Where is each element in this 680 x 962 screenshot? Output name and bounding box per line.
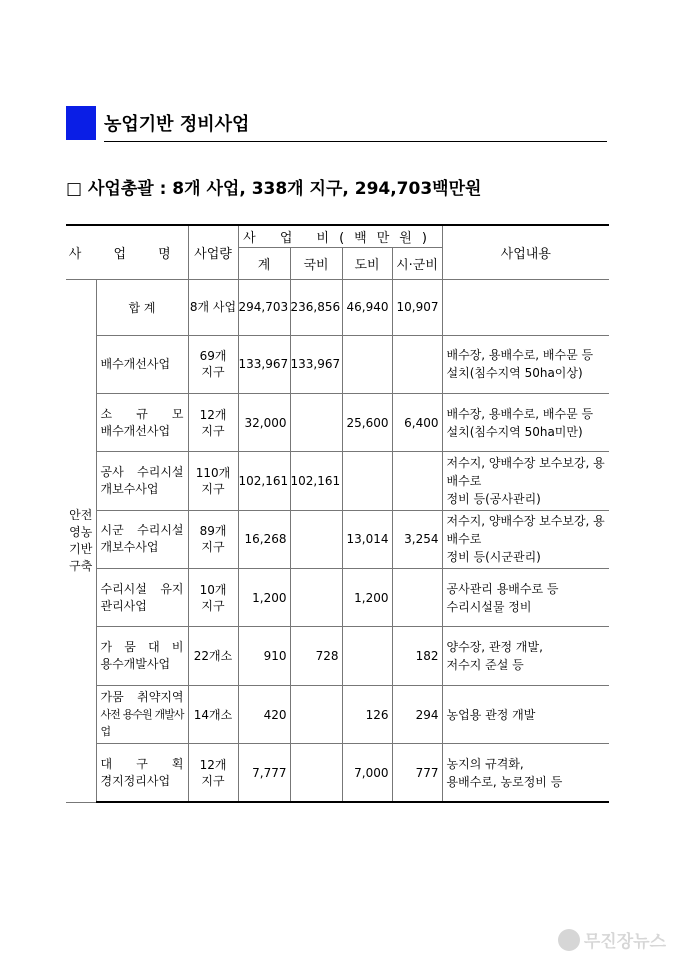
project-name-line: 배수개선사업: [100, 356, 171, 371]
project-name-line: 수리시설 유지: [100, 581, 184, 596]
project-content-line: 저수지, 양배수장 보수보강, 용배수로: [446, 455, 605, 488]
project-content-line: 저수지, 양배수장 보수보강, 용배수로: [446, 514, 605, 547]
project-name-line: 대 구 획: [100, 756, 184, 771]
project-content-line: 설치(침수지역 50ha미만): [446, 424, 583, 439]
category-cell: [66, 279, 96, 802]
project-qty-line: 22개소: [193, 649, 233, 664]
category-line: 안전: [69, 507, 93, 522]
project-content-line: 용배수로, 농로정비 등: [446, 774, 563, 789]
table-row: [66, 393, 609, 451]
cost-city: 777: [392, 744, 442, 802]
table-row: [66, 627, 609, 685]
project-content: [442, 744, 609, 802]
project-name: [96, 335, 188, 393]
project-qty-line: 110개: [195, 465, 231, 480]
project-qty-line: 지구: [201, 365, 225, 380]
project-name-line: 용수개발사업: [100, 657, 171, 672]
cost-provincial: 13,014: [342, 510, 392, 568]
cost-city: 3,254: [392, 510, 442, 568]
watermark: 무진장뉴스: [558, 927, 666, 952]
header-name: 사 업 명: [66, 225, 188, 279]
category-line: 기반: [69, 541, 93, 556]
cost-total: 420: [238, 685, 290, 743]
total-qty: 8개 사업: [188, 279, 238, 335]
summary-text: □ 사업총괄 : 8개 사업, 338개 지구, 294,703백만원: [66, 179, 482, 199]
project-table: [66, 224, 609, 803]
project-qty: [188, 452, 238, 510]
project-content: [442, 335, 609, 393]
project-name-line: 사전 용수원 개발사업: [100, 708, 184, 739]
project-qty-line: 지구: [201, 598, 225, 613]
table-row: [66, 744, 609, 802]
category-line: 영농: [69, 524, 93, 539]
project-content-line: 농업용 관정 개발: [446, 707, 536, 722]
cost-provincial: [342, 452, 392, 510]
cost-total: 133,967: [238, 335, 290, 393]
cost-provincial: 25,600: [342, 393, 392, 451]
project-name-line: 가 뭄 대 비: [100, 640, 184, 655]
project-qty-line: 12개: [199, 407, 227, 422]
total-sum: 294,703: [238, 279, 290, 335]
project-qty-line: 69개: [199, 349, 227, 364]
total-provincial: 46,940: [342, 279, 392, 335]
project-content-line: 양수장, 관정 개발,: [446, 640, 543, 655]
project-content-line: 수리시설물 정비: [446, 599, 532, 614]
cost-city: [392, 569, 442, 627]
project-name: [96, 569, 188, 627]
project-qty: [188, 685, 238, 743]
cost-city: [392, 452, 442, 510]
project-name-line: 관리사업: [100, 598, 147, 613]
cost-national: [290, 744, 342, 802]
header-qty: 사업량: [188, 225, 238, 279]
project-content: [442, 452, 609, 510]
cost-provincial: [342, 627, 392, 685]
header-content: 사업내용: [442, 225, 609, 279]
title-underline: [104, 141, 607, 142]
project-name-line: 경지정리사업: [100, 773, 171, 788]
project-qty: [188, 569, 238, 627]
cost-provincial: 1,200: [342, 569, 392, 627]
table-row: [66, 452, 609, 510]
header-provincial: 도비: [342, 247, 392, 279]
project-content: [442, 510, 609, 568]
project-content-line: 공사관리 용배수로 등: [446, 581, 559, 596]
cost-city: 182: [392, 627, 442, 685]
cost-city: 294: [392, 685, 442, 743]
cost-total: 7,777: [238, 744, 290, 802]
project-content-line: 배수장, 용배수로, 배수문 등: [446, 348, 594, 363]
project-qty-line: 10개: [199, 582, 227, 597]
category-line: 구축: [69, 558, 93, 573]
project-content: [442, 569, 609, 627]
cost-national: [290, 569, 342, 627]
project-name: [96, 744, 188, 802]
total-label: 합 계: [96, 279, 188, 335]
project-qty-line: 지구: [201, 423, 225, 438]
project-name-line: 가뭄 취약지역: [100, 690, 184, 705]
cost-national: [290, 393, 342, 451]
cost-total: 910: [238, 627, 290, 685]
table-body: [66, 279, 609, 802]
project-content-line: 설치(침수지역 50ha이상): [446, 366, 583, 381]
table-row: [66, 335, 609, 393]
project-name-line: 시군 수리시설: [100, 523, 184, 538]
header-city: 시·군비: [392, 247, 442, 279]
project-content-line: 정비 등(시군관리): [446, 550, 541, 565]
cost-provincial: 7,000: [342, 744, 392, 802]
total-row: [66, 279, 609, 335]
cost-total: 32,000: [238, 393, 290, 451]
cost-city: 6,400: [392, 393, 442, 451]
project-content: [442, 627, 609, 685]
table-row: [66, 685, 609, 743]
cost-national: [290, 685, 342, 743]
total-national: 236,856: [290, 279, 342, 335]
header-cost: 사 업 비(백만원): [238, 225, 442, 247]
project-qty-line: 지구: [201, 773, 225, 788]
title-marker: [66, 106, 96, 140]
table-row: [66, 569, 609, 627]
project-qty-line: 12개: [199, 757, 227, 772]
cost-national: [290, 510, 342, 568]
summary-line: [66, 174, 481, 199]
project-qty: [188, 510, 238, 568]
project-content-line: 정비 등(공사관리): [446, 491, 541, 506]
project-qty: [188, 393, 238, 451]
project-qty-line: 지구: [201, 481, 225, 496]
project-name: [96, 452, 188, 510]
total-city: 10,907: [392, 279, 442, 335]
cost-total: 16,268: [238, 510, 290, 568]
project-qty-line: 지구: [201, 540, 225, 555]
cost-national: 728: [290, 627, 342, 685]
project-name-line: 배수개선사업: [100, 423, 171, 438]
project-content: [442, 393, 609, 451]
project-name-line: 개보수사업: [100, 540, 159, 555]
total-content: [442, 279, 609, 335]
project-content: [442, 685, 609, 743]
project-name-line: 공사 수리시설: [100, 464, 184, 479]
cost-total: 1,200: [238, 569, 290, 627]
project-qty: [188, 627, 238, 685]
watermark-logo-icon: [558, 929, 580, 951]
cost-provincial: 126: [342, 685, 392, 743]
project-qty-line: 14개소: [193, 707, 233, 722]
project-name-line: 소 규 모: [100, 406, 184, 421]
cost-national: 102,161: [290, 452, 342, 510]
project-qty: [188, 744, 238, 802]
project-name: [96, 685, 188, 743]
cost-city: [392, 335, 442, 393]
project-name: [96, 510, 188, 568]
cost-provincial: [342, 335, 392, 393]
project-qty-line: 89개: [199, 524, 227, 539]
project-content-line: 농지의 규격화,: [446, 756, 524, 771]
project-content-line: 배수장, 용배수로, 배수문 등: [446, 406, 594, 421]
header-national: 국비: [290, 247, 342, 279]
project-qty: [188, 335, 238, 393]
project-name: [96, 627, 188, 685]
page-title: 농업기반 정비사업: [104, 114, 250, 135]
project-name: [96, 393, 188, 451]
project-content-line: 저수지 준설 등: [446, 658, 524, 673]
project-name-line: 개보수사업: [100, 481, 159, 496]
cost-total: 102,161: [238, 452, 290, 510]
cost-national: 133,967: [290, 335, 342, 393]
table-row: [66, 510, 609, 568]
header-total: 계: [238, 247, 290, 279]
